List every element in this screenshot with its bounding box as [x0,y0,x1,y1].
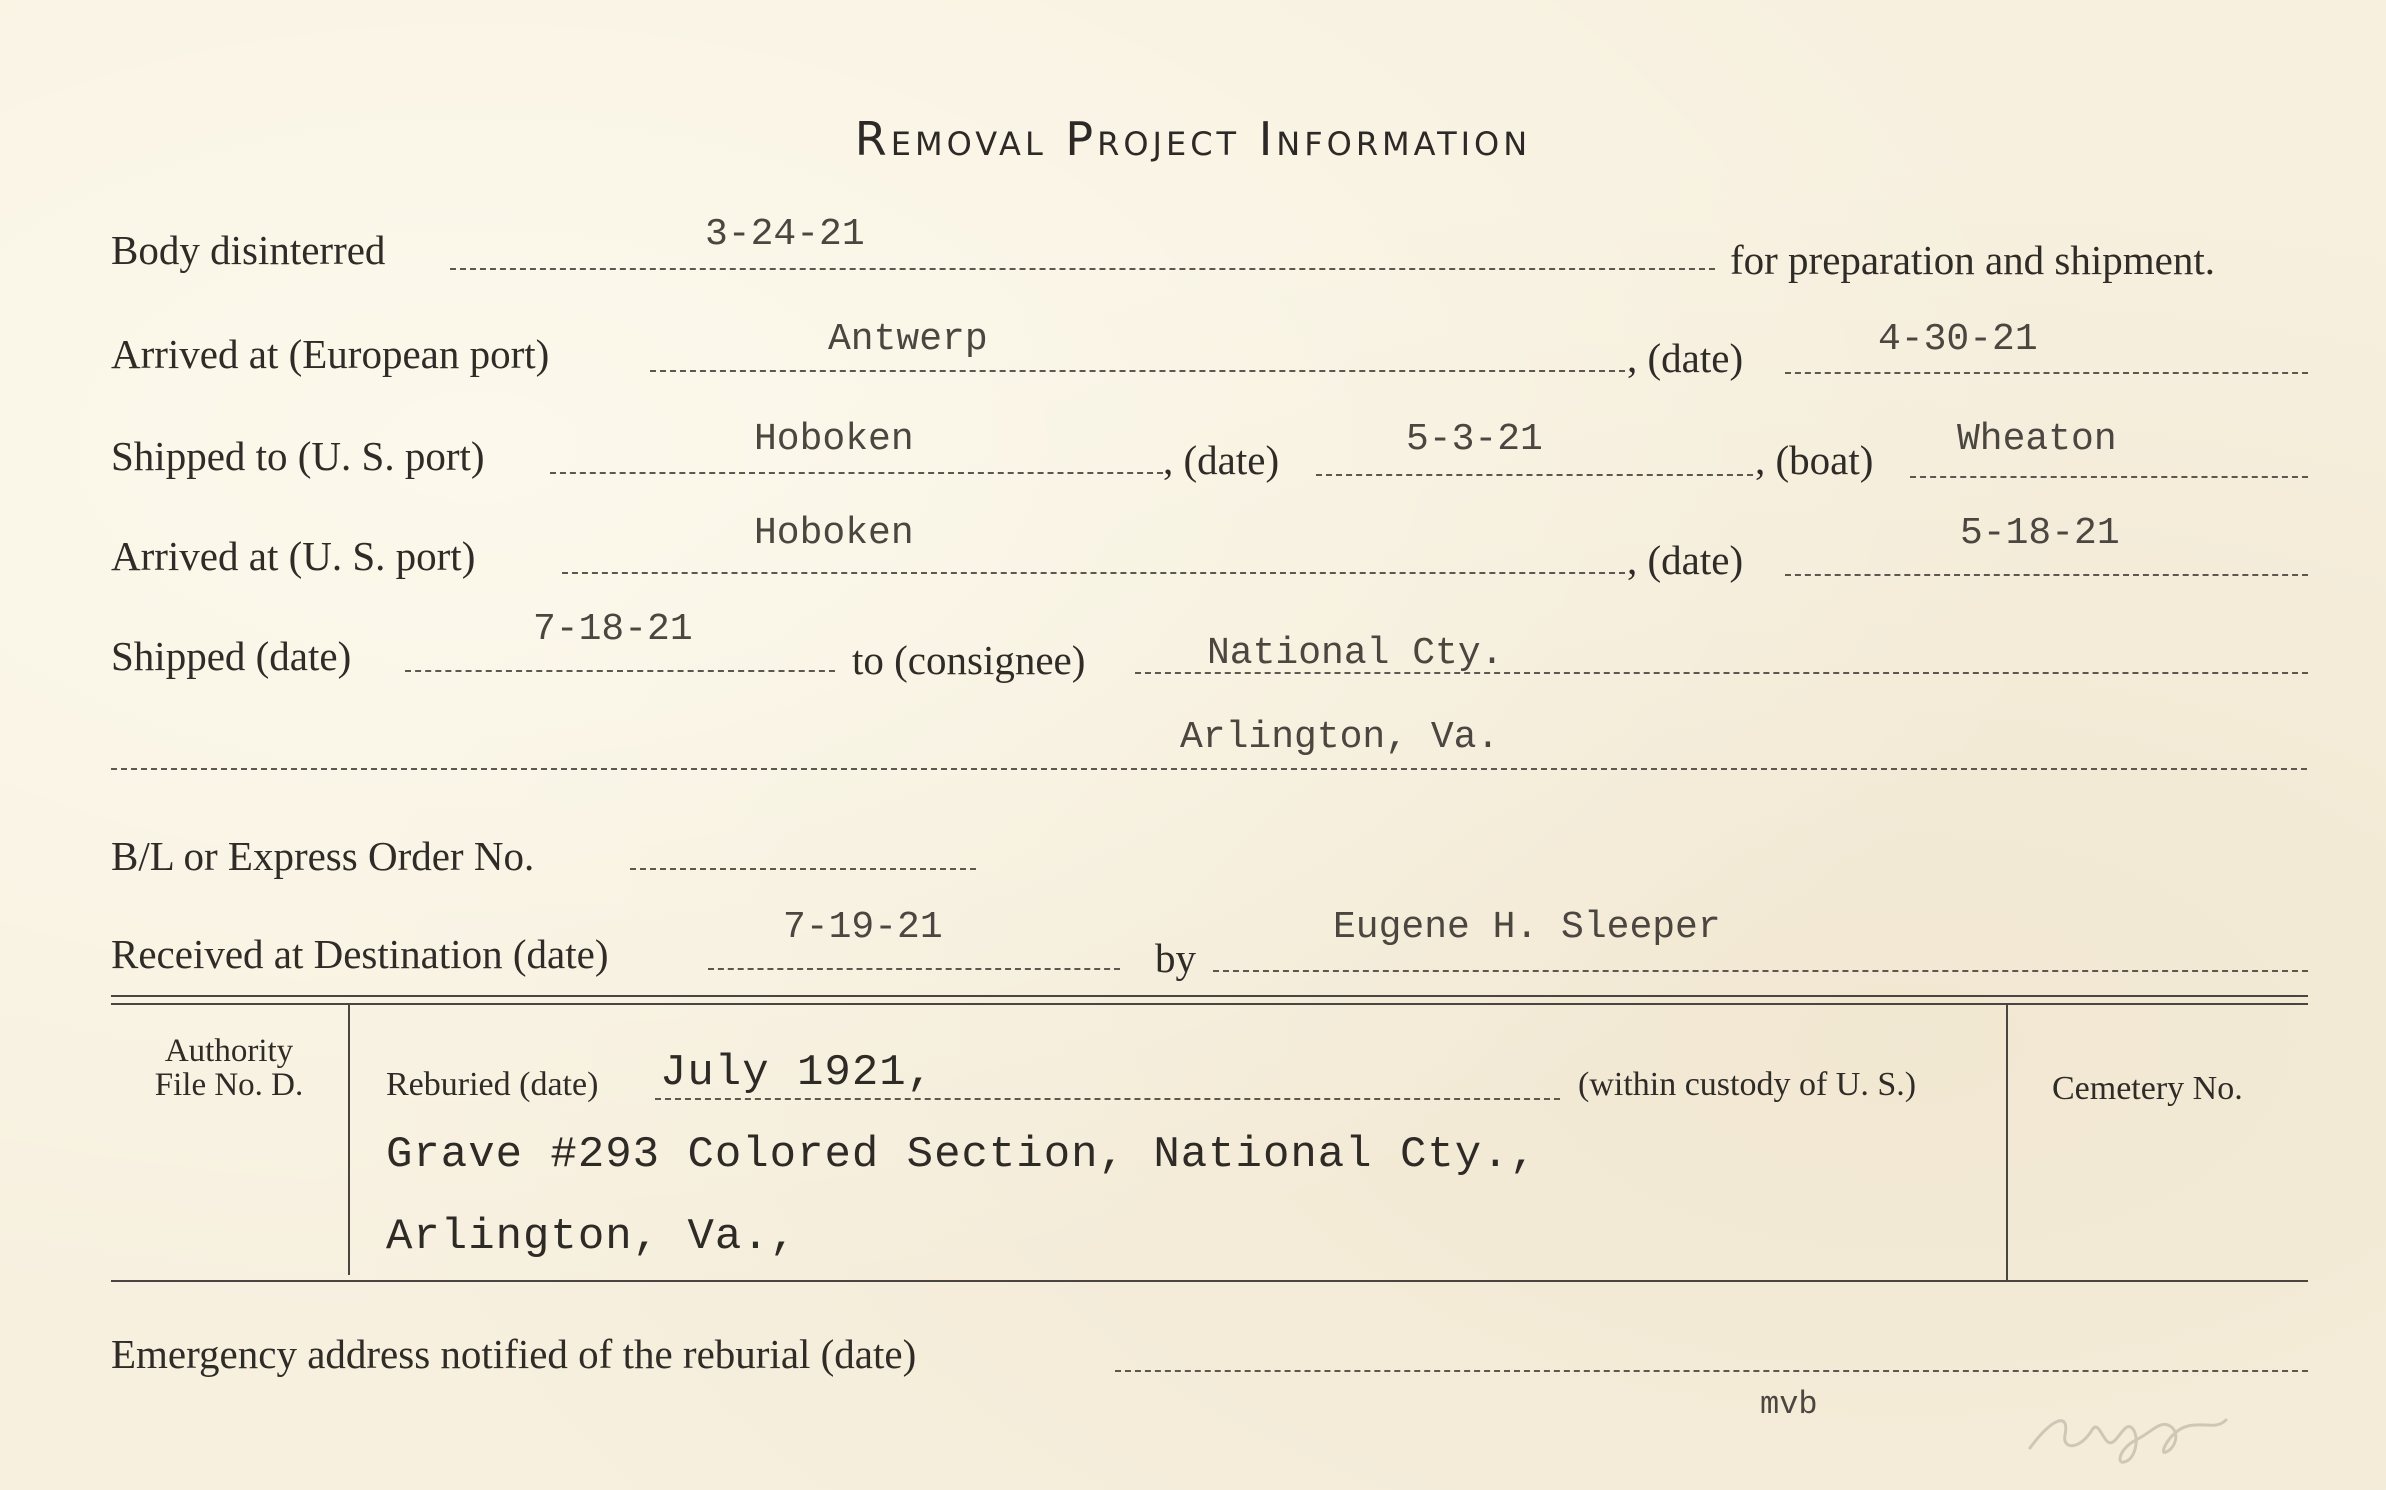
arrived-european-date-label: , (date) [1627,335,1744,381]
initials: mvb [1760,1386,1818,1423]
arrived-european-label: Arrived at (European port) [111,331,550,377]
shipped-us-port-line [550,472,1163,474]
consignee-line1: National Cty. [1207,632,1504,675]
shipped-date-line [405,670,835,672]
emergency-line [1115,1370,2308,1372]
arrived-us-port: Hoboken [754,512,914,555]
reburied-date-line [655,1098,1560,1100]
received-by-line [1213,970,2308,972]
consignee-continuation-line [111,768,2307,770]
shipped-us-date: 5-3-21 [1406,418,1543,461]
authority-label-line1: Authority [164,1033,294,1069]
shipped-date-label: Shipped (date) [111,633,352,679]
bl-label: B/L or Express Order No. [111,833,535,879]
arrived-european-date-line [1785,372,2308,374]
arrived-european-port: Antwerp [828,318,988,361]
shipped-us-date-line [1316,474,1753,476]
box-divider-left [348,1005,350,1275]
shipped-us-boat-label: , (boat) [1755,437,1874,483]
shipped-us-boat: Wheaton [1957,418,2117,461]
cemetery-label: Cemetery No. [2052,1070,2243,1107]
arrived-european-port-line [650,370,1625,372]
consignee-label: to (consignee) [852,637,1086,683]
custody-label: (within custody of U. S.) [1578,1066,1917,1103]
box-top-rule-1 [111,995,2308,997]
grave-line2: Arlington, Va., [386,1212,798,1262]
body-disinterred-label: Body disinterred [111,227,386,273]
body-disinterred-value: 3-24-21 [705,213,865,256]
arrived-us-date-line [1785,574,2308,576]
arrived-us-label: Arrived at (U. S. port) [111,533,476,579]
box-divider-right [2006,1005,2008,1280]
bl-line [630,868,976,870]
body-disinterred-line [450,268,1715,270]
emergency-label: Emergency address notified of the reburial (date) [111,1331,917,1377]
body-disinterred-suffix: for preparation and shipment. [1730,237,2216,283]
box-bottom-rule [111,1280,2308,1282]
reburied-date: July 1921, [660,1048,935,1098]
shipped-us-label: Shipped to (U. S. port) [111,433,485,479]
box-top-rule-2 [111,1003,2308,1005]
authority-label-line2: File No. D. [154,1067,304,1103]
arrived-us-port-line [562,572,1625,574]
pencil-signature-mark [2020,1390,2240,1470]
received-by-label: by [1155,935,1196,981]
page-title: Removal Project Information [854,112,1532,166]
consignee-line2: Arlington, Va. [1180,716,1500,759]
shipped-us-port: Hoboken [754,418,914,461]
received-date: 7-19-21 [783,906,943,949]
shipped-date: 7-18-21 [533,608,693,651]
arrived-us-date-label: , (date) [1627,537,1744,583]
reburied-label: Reburied (date) [386,1066,599,1103]
shipped-us-date-label: , (date) [1163,437,1280,483]
arrived-us-date: 5-18-21 [1960,512,2120,555]
received-date-label: Received at Destination (date) [111,931,609,977]
shipped-us-boat-line [1910,476,2308,478]
arrived-european-date: 4-30-21 [1878,318,2038,361]
grave-line1: Grave #293 Colored Section, National Cty., [386,1130,1537,1180]
received-date-line [708,968,1120,970]
received-by: Eugene H. Sleeper [1333,906,1721,949]
